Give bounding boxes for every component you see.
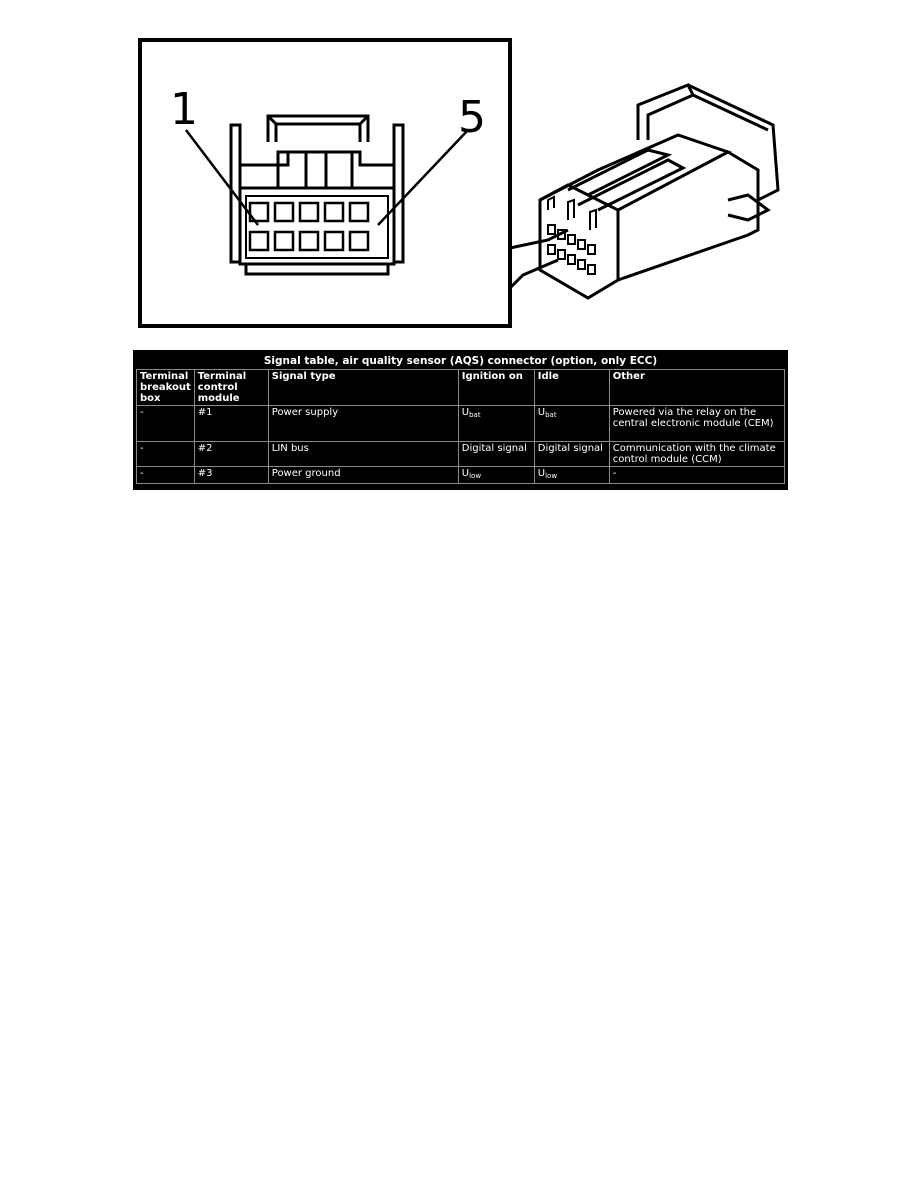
cell-breakout: - [137, 467, 195, 484]
connector-3d [540, 85, 778, 298]
value-sub: low [545, 472, 558, 480]
cell-ignition [458, 406, 534, 442]
value-sub: bat [545, 411, 557, 419]
cell-idle [534, 406, 609, 442]
value-base: U [537, 468, 546, 479]
table-row [137, 442, 785, 467]
pin-row-top [250, 203, 368, 221]
value-base: U [537, 407, 546, 418]
connector-diagram [128, 30, 788, 335]
cell-other: Communication with the climate control module (CCM) [609, 442, 784, 467]
signal-table [133, 350, 788, 490]
value-sub: bat [469, 411, 481, 419]
cell-breakout: - [137, 442, 195, 467]
callout-line-5 [378, 130, 468, 225]
cell-control: #1 [194, 406, 268, 442]
connector-illustration [128, 30, 788, 335]
inset-leader-bottom [510, 260, 558, 288]
cell-other: - [609, 467, 784, 484]
cell-ignition: Digital signal [458, 442, 534, 467]
value-sub: low [469, 472, 482, 480]
table-title: Signal table, air quality sensor (AQS) connector (option, only ECC) [263, 355, 658, 367]
cell-signal: LIN bus [268, 442, 458, 467]
header-terminal-breakout: Terminal breakout box [137, 370, 195, 406]
cell-signal: Power ground [268, 467, 458, 484]
pin-row-bottom [250, 232, 368, 250]
header-terminal-control: Terminal control module [194, 370, 268, 406]
header-signal-type: Signal type [268, 370, 458, 406]
cell-ignition [458, 467, 534, 484]
cell-idle [534, 467, 609, 484]
cell-signal: Power supply [268, 406, 458, 442]
cell-breakout: - [137, 406, 195, 442]
cell-idle: Digital signal [534, 442, 609, 467]
value-base: U [461, 468, 470, 479]
table-row [137, 406, 785, 442]
value-base: U [461, 407, 470, 418]
cell-control: #2 [194, 442, 268, 467]
table-header-row [137, 370, 785, 406]
cell-control: #3 [194, 467, 268, 484]
header-other: Other [609, 370, 784, 406]
cell-other: Powered via the relay on the central electronic module (CEM) [609, 406, 784, 442]
table-row [137, 467, 785, 484]
header-idle: Idle [534, 370, 609, 406]
callout-line-1 [186, 130, 258, 225]
header-ignition-on: Ignition on [458, 370, 534, 406]
callout-label-5: 5 [458, 92, 486, 143]
callout-label-1: 1 [170, 84, 198, 135]
